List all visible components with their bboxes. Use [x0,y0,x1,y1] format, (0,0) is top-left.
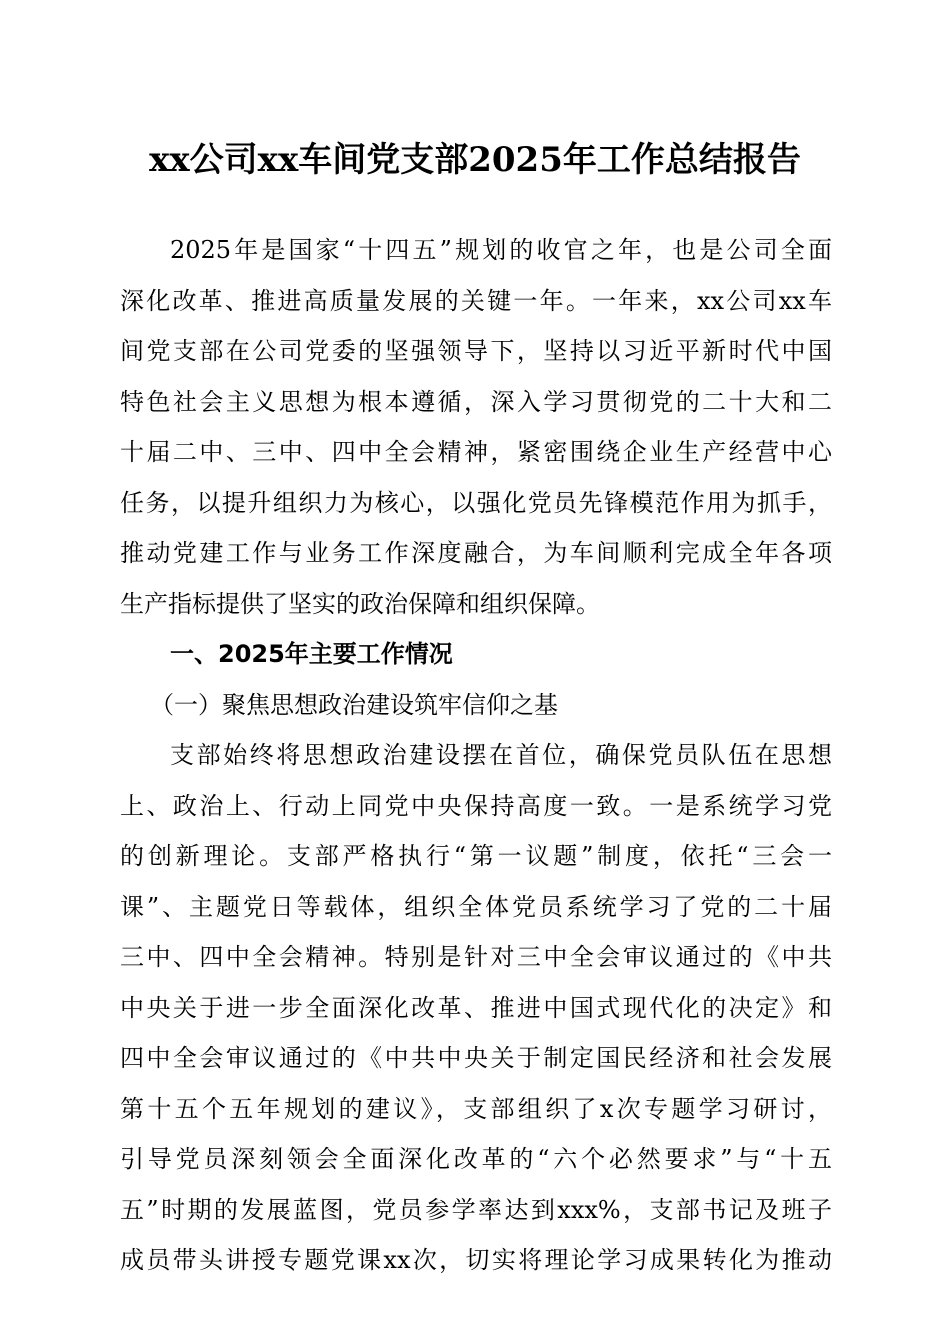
document-body [120,225,832,1286]
paragraph-line: 中央关于进一步全面深化改革、推进中国式现代化的决定》和 [120,993,832,1022]
paragraph-line: 第十五个五年规划的建议》，支部组织了x次专题学习研讨， [120,1094,832,1123]
paragraph-line: 的创新理论。支部严格执行“第一议题”制度，依托“三会一 [120,842,832,870]
paragraph-line: 课”、主题党日等载体，组织全体党员系统学习了党的二十届 [120,892,832,921]
paragraph-line: 任务，以提升组织力为核心，以强化党员先锋模范作用为抓手， [120,488,832,517]
subsection-heading: （一）聚焦思想政治建设筑牢信仰之基 [150,690,558,719]
paragraph-line: 2025年是国家“十四五”规划的收官之年，也是公司全面 [170,236,832,264]
paragraph-line: 五”时期的发展蓝图，党员参学率达到xxx%，支部书记及班子 [120,1195,832,1224]
document-title: xx公司xx车间党支部2025年工作总结报告 [149,140,801,180]
paragraph-line: 十届二中、三中、四中全会精神，紧密围绕企业生产经营中心 [120,438,832,466]
paragraph-line: 四中全会审议通过的《中共中央关于制定国民经济和社会发展 [120,1044,832,1072]
paragraph-line: 上、政治上、行动上同党中央保持高度一致。一是系统学习党 [120,791,832,820]
paragraph-line: 生产指标提供了坚实的政治保障和组织保障。 [120,589,600,618]
paragraph-line: 特色社会主义思想为根本遵循，深入学习贯彻党的二十大和二 [120,387,832,416]
paragraph-line: 深化改革、推进高质量发展的关键一年。一年来，xx公司xx车 [120,286,832,315]
paragraph-line: 间党支部在公司党委的坚强领导下，坚持以习近平新时代中国 [120,337,832,365]
paragraph-line: 引导党员深刻领会全面深化改革的“六个必然要求”与“十五 [120,1145,832,1173]
section-heading: 一、2025年主要工作情况 [170,640,453,668]
paragraph-line: 推动党建工作与业务工作深度融合，为车间顺利完成全年各项 [120,539,832,567]
paragraph-line: 支部始终将思想政治建设摆在首位，确保党员队伍在思想 [170,741,832,769]
paragraph-line: 三中、四中全会精神。特别是针对三中全会审议通过的《中共 [120,943,832,971]
paragraph-line: 成员带头讲授专题党课xx次，切实将理论学习成果转化为推动 [120,1246,832,1274]
